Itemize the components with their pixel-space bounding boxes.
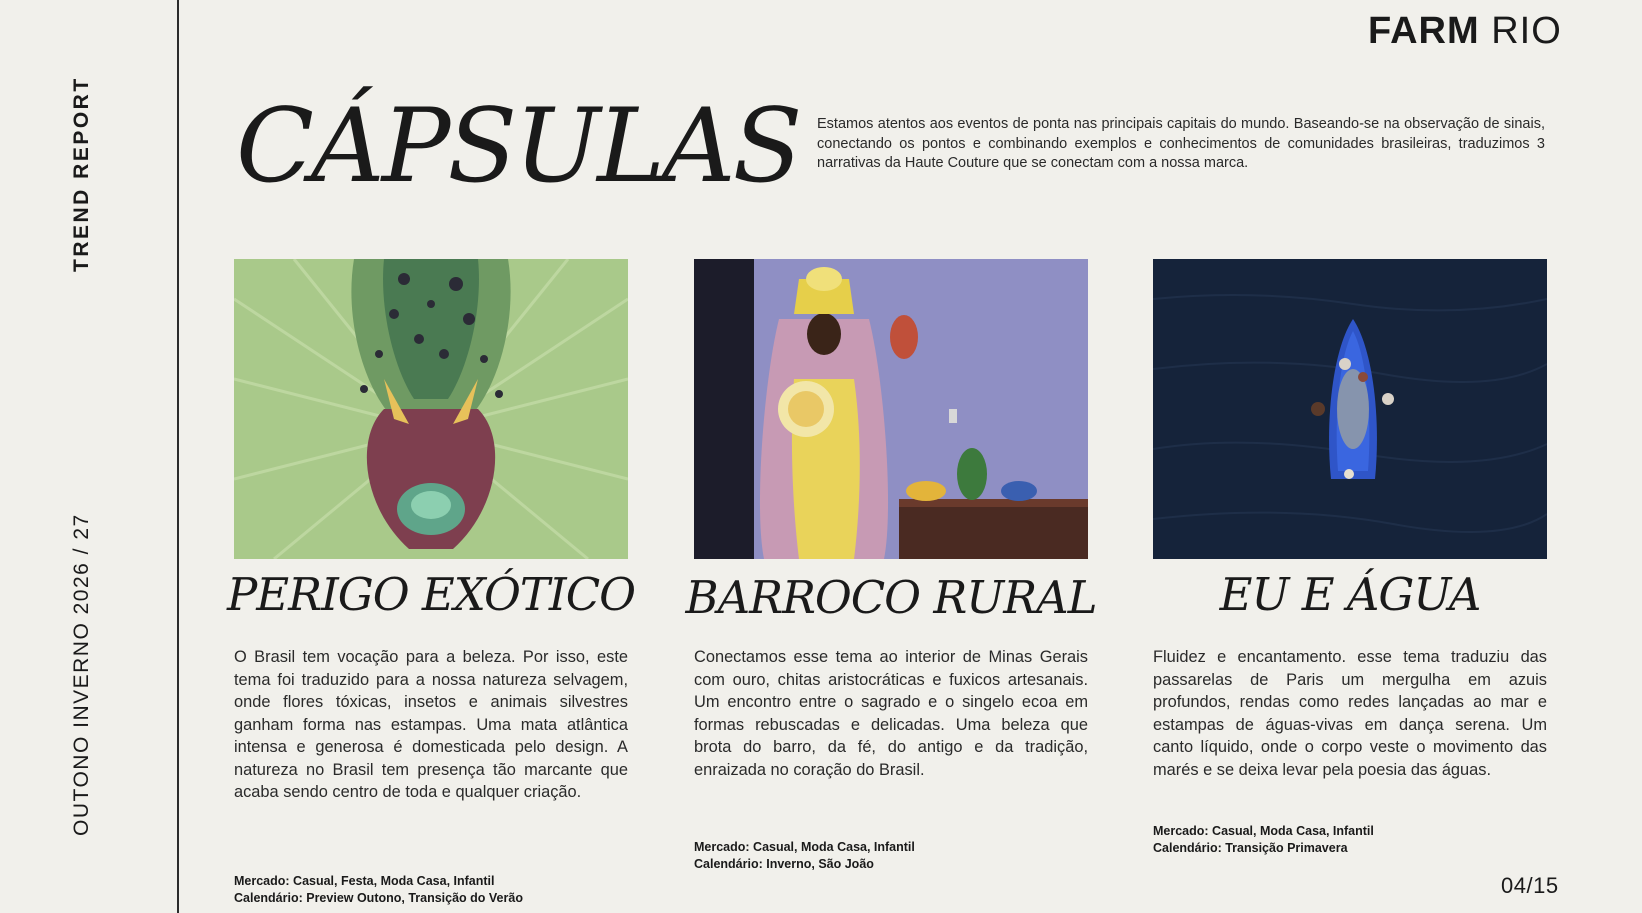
trend-report-label: TREND REPORT [70,76,93,272]
mercado-line: Mercado: Casual, Festa, Moda Casa, Infantil [234,874,495,888]
brand-logo [1368,10,1562,53]
page-number: 04/15 [1501,873,1559,898]
capsule-title: BARROCO RURAL [685,571,1097,624]
calendario-line: Calendário: Inverno, São João [694,856,874,871]
boat-aerial-photo [1153,259,1547,559]
page-title: CÁPSULAS [236,87,800,206]
sidebar [0,0,178,913]
calendario-line: Calendário: Preview Outono, Transição do Verão [234,890,523,905]
orchid-photo [234,259,628,559]
capsule-meta [1153,823,1547,856]
capsule-meta [694,839,1088,872]
season-label: OUTONO INVERNO 2026 / 27 [70,513,93,836]
brand-logo-part2: RIO [1491,10,1562,52]
mercado-line: Mercado: Casual, Moda Casa, Infantil [1153,824,1374,838]
mercado-line: Mercado: Casual, Moda Casa, Infantil [694,840,915,854]
capsule-title: PERIGO EXÓTICO [226,568,636,621]
capsule-description: Conectamos esse tema ao interior de Minas Gerais com ouro, chitas aristocráticas e fuxicos artesanais. Um encontro entre o sagrado e o singelo ecoa em formas rebuscadas e delicadas. Uma beleza que brota do barro, da fé, do antigo e da tradição, enraizada no coração do Brasil. [694,648,1088,779]
capsule-title: EU E ÁGUA [1219,568,1481,621]
brand-logo-part1: FARM [1368,10,1480,52]
sidebar-divider [177,0,179,913]
calendario-line: Calendário: Transição Primavera [1153,840,1348,855]
capsule-meta [234,873,628,906]
intro-text: Estamos atentos aos eventos de ponta nas principais capitais do mundo. Baseando-se na observação de sinais, conectando os pontos e combinando exemplos e conhecimentos de comunidades brasileiras, traduzimos 3 narrativas da Haute Couture que se conectam com a nossa marca. [817,116,1545,171]
capsule-description: Fluidez e encantamento. esse tema traduziu das passarelas de Paris um mergulha em azuis profundos, rendas como redes lançadas ao mar e estampas de águas-vivas em dança serena. Um canto líquido, onde o corpo veste o movimento das marés e se deixa levar pela poesia das águas. [1153,648,1547,779]
capsule-description: O Brasil tem vocação para a beleza. Por isso, este tema foi traduzido para a nossa natureza selvagem, onde flores tóxicas, insetos e animais silvestres ganham forma nas estampas. Uma mata atlântica intensa e generosa é domesticada pelo design. A natureza no Brasil tem presença tão marcante que acaba sendo centro de toda e qualquer criação. [234,648,628,801]
woman-portrait-photo [694,259,1088,559]
